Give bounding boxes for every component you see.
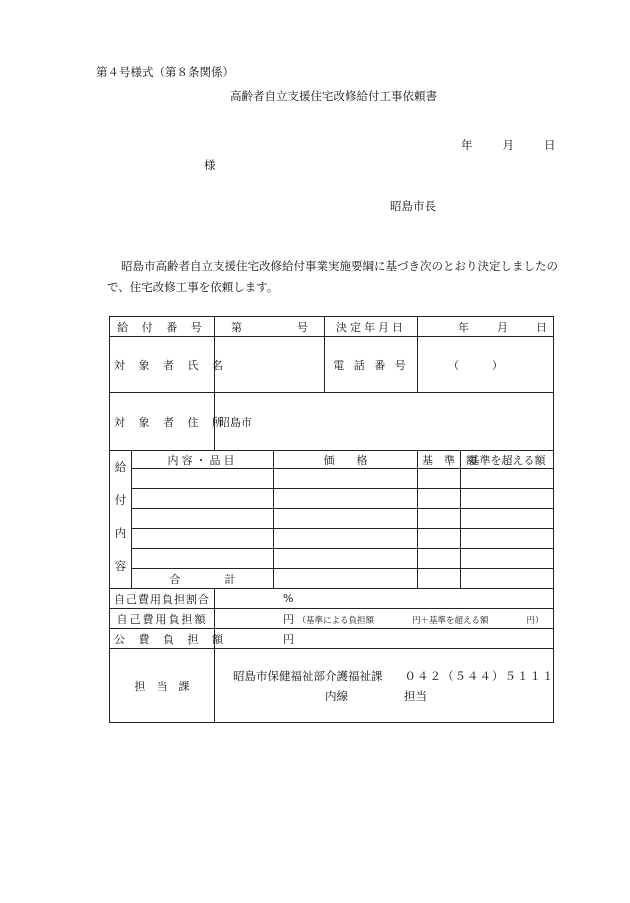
details-char-4: 容 [114, 559, 127, 573]
item-standard-cell[interactable] [418, 549, 461, 569]
item-price-cell[interactable] [274, 489, 418, 509]
body-paragraph: 昭島市高齢者自立支援住宅改修給付事業実施要綱に基づき次のとおり決定しましたので、住宅改修工事を依頼します。 [107, 259, 558, 294]
date-year-label: 年 [461, 138, 473, 152]
document-title: 高齢者自立支援住宅改修給付工事依頼書 [230, 89, 437, 103]
item-over-cell[interactable] [461, 509, 554, 529]
subject-name-field[interactable] [215, 337, 325, 393]
total-standard-cell[interactable] [418, 569, 461, 589]
details-vertical-label [110, 451, 132, 589]
payment-number-label: 給 付 番 号 [110, 317, 215, 337]
item-row [110, 489, 554, 509]
item-standard-cell[interactable] [418, 489, 461, 509]
total-over-cell[interactable] [461, 569, 554, 589]
public-amount-field[interactable] [215, 629, 554, 649]
self-amount-unit: 円 [283, 612, 294, 626]
total-price-cell[interactable] [274, 569, 418, 589]
details-char-2: 付 [114, 493, 127, 507]
item-row [110, 549, 554, 569]
item-row [110, 469, 554, 489]
item-price-cell[interactable] [274, 509, 418, 529]
item-over-cell[interactable] [461, 529, 554, 549]
item-standard-cell[interactable] [418, 529, 461, 549]
self-ratio-unit: % [283, 592, 294, 605]
item-over-cell[interactable] [461, 469, 554, 489]
request-form-table [109, 316, 554, 723]
self-amount-note-open: （基準による負担額 [297, 615, 375, 626]
phone-parens: （ ） [448, 358, 503, 372]
item-row [110, 529, 554, 549]
details-char-1: 給 [114, 460, 127, 474]
subject-address-value: 昭島市 [219, 415, 252, 429]
public-amount-label: 公 費 負 担 額 [110, 629, 215, 649]
item-price-cell[interactable] [274, 549, 418, 569]
decision-date-label: 決定年月日 [325, 317, 418, 337]
details-char-3: 内 [114, 526, 127, 540]
item-price-cell[interactable] [274, 529, 418, 549]
date-day-label: 日 [544, 138, 556, 152]
self-ratio-label: 自己費用負担割合 [110, 589, 215, 609]
item-content-cell[interactable] [132, 469, 274, 489]
item-content-cell[interactable] [132, 489, 274, 509]
decision-date-cell[interactable] [418, 317, 554, 337]
item-content-cell[interactable] [132, 509, 274, 529]
self-ratio-field[interactable] [215, 589, 554, 609]
self-amount-note-close: 円） [526, 615, 544, 626]
decision-month-label: 月 [497, 320, 508, 334]
department-info [215, 649, 554, 723]
self-amount-note-mid: 円＋基準を超える額 [412, 615, 489, 626]
item-price-cell[interactable] [274, 469, 418, 489]
payment-number-cell[interactable] [215, 317, 325, 337]
column-content-header: 内容・品目 [132, 451, 274, 469]
issuer-name: 昭島市長 [390, 199, 436, 213]
column-price-header: 価 格 [274, 451, 418, 469]
item-standard-cell[interactable] [418, 509, 461, 529]
item-over-cell[interactable] [461, 489, 554, 509]
total-label: 合 計 [132, 569, 274, 589]
self-amount-field[interactable] [215, 609, 554, 629]
self-amount-label: 自己費用負担額 [110, 609, 215, 629]
issue-date [461, 137, 556, 153]
column-over-header: 基準を超える額 [461, 451, 554, 469]
subject-address-field[interactable] [215, 393, 554, 451]
department-name: 昭島市保健福祉部介護福祉課 [233, 668, 383, 683]
column-standard-header: 基 準 額 [418, 451, 461, 469]
date-month-label: 月 [502, 138, 514, 152]
item-standard-cell[interactable] [418, 469, 461, 489]
extension-label: 内線 [325, 688, 348, 703]
item-over-cell[interactable] [461, 549, 554, 569]
addressee-suffix: 様 [204, 158, 216, 172]
item-row [110, 509, 554, 529]
department-label: 担 当 課 [110, 649, 215, 723]
public-amount-unit: 円 [283, 632, 294, 646]
decision-year-label: 年 [458, 320, 469, 334]
item-content-cell[interactable] [132, 529, 274, 549]
phone-label: 電 話 番 号 [325, 337, 418, 393]
subject-name-label: 対 象 者 氏 名 [110, 337, 215, 393]
subject-address-label: 対 象 者 住 所 [110, 393, 215, 451]
item-content-cell[interactable] [132, 549, 274, 569]
payment-number-suffix: 号 [297, 320, 308, 334]
form-number: 第４号様式（第８条関係） [96, 65, 234, 79]
payment-number-prefix: 第 [231, 320, 242, 334]
phone-field[interactable] [418, 337, 554, 393]
decision-day-label: 日 [536, 320, 547, 334]
department-phone: ０４２（５４４）５１１１ [404, 668, 555, 683]
person-in-charge-label: 担当 [404, 688, 427, 703]
